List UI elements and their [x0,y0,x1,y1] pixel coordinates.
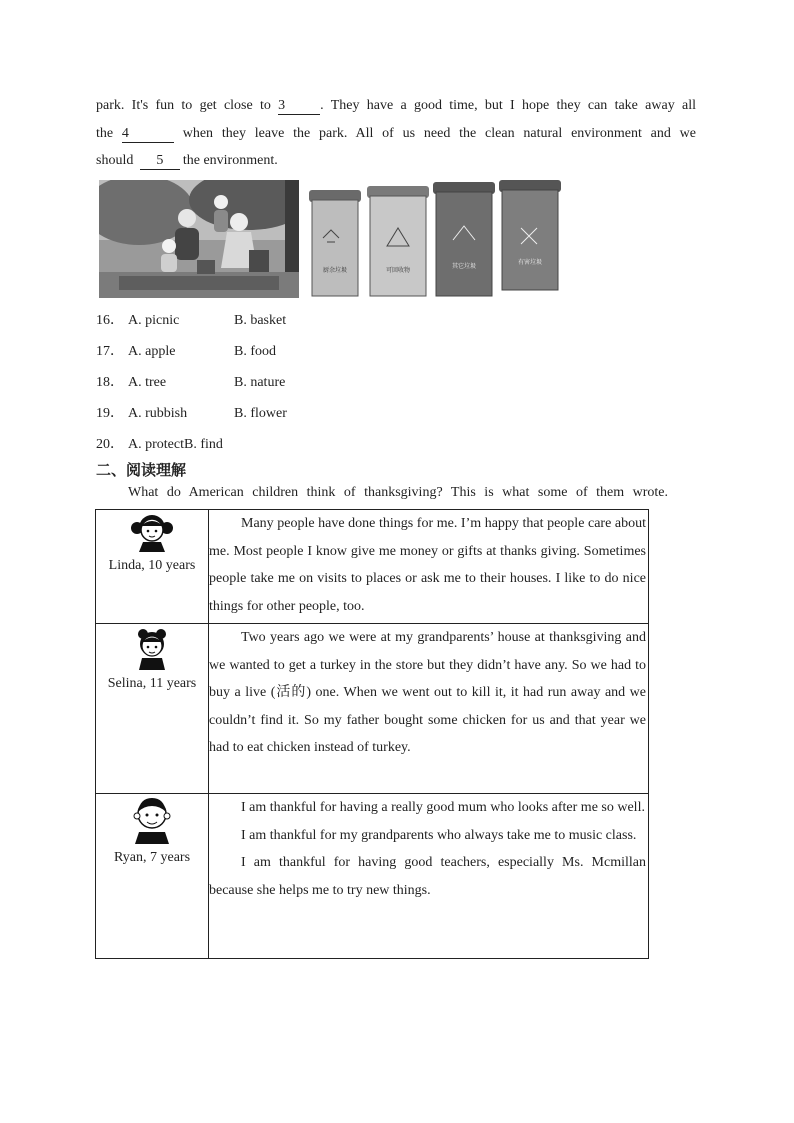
option-b: B. flower [234,406,287,421]
passage-line-3: should 5 the environment. [96,153,278,168]
svg-text:其它垃圾: 其它垃圾 [451,264,477,270]
option-b: B. nature [234,375,286,390]
question-17: 17． A. apple B. food [96,342,276,362]
question-19: 19． A. rubbish B. flower [96,404,287,424]
girl-avatar-icon [127,624,177,670]
illustrations [99,180,569,300]
bin-recyclable [367,186,429,296]
bin-hazardous-waste [499,180,561,290]
option-a: A. picnic [128,313,180,328]
child-name: Ryan, 7 years [113,850,191,865]
svg-text:可回收物: 可回收物 [385,268,411,274]
entry-text: I am thankful for having a really good mum who looks after me so well. I am thankful for my grandparents who always take me to music class. I am thankful for having good teachers, especially Ms. Mcmillan because she helps me to try new things. [209,794,649,959]
answer-blank-4: 4 [122,126,174,143]
table-row [96,794,649,959]
option-a: A. protectB. find [128,437,223,452]
option-b: B. basket [234,313,287,328]
passage-line-1: park. It's fun to get close to 3 . They have a good time, but I hope they can take away all [96,98,696,113]
section-title: 二、阅读理解 [96,461,187,479]
family-picnic-photo [99,180,299,298]
option-a: A. apple [128,344,176,359]
child-cell [96,624,209,794]
option-a: A. rubbish [128,406,188,421]
option-a: A. tree [128,375,167,390]
svg-text:厨余垃圾: 厨余垃圾 [322,268,348,274]
svg-text:有害垃圾: 有害垃圾 [517,260,543,266]
child-cell [96,794,209,959]
option-b: B. food [234,344,276,359]
intro-text: What do American children think of thanksgiving? This is what some of them wrote. [128,485,668,500]
bin-kitchen-waste [309,190,361,296]
answer-blank-5: 5 [140,153,180,170]
entry-text: Many people have done things for me. I’m happy that people care about me. Most people I know give me money or gifts at thanks giving. Sometimes people take me on visits to places or ask me to their houses. I like to do nice things for other people, too. [209,510,649,624]
question-18: 18． A. tree B. nature [96,373,285,393]
table-row [96,510,649,624]
recycling-bins-image [307,180,562,298]
girl-avatar-icon [127,510,177,552]
table-row [96,624,649,794]
entry-text: Two years ago we were at my grandparents’ house at thanksgiving and we wanted to get a turkey in the store but they didn’t have any. So we had to buy a live (活的) one. When we went out to kill it, it had run away and we couldn’t find it. So my father bought some chicken for us and that year we had to eat chicken instead of turkey. [209,624,649,794]
boy-avatar-icon [127,794,177,844]
testimonials-table [95,509,649,959]
child-cell [96,510,209,624]
answer-blank-3: 3 [278,98,320,115]
passage-line-2: the 4 when they leave the park. All of us need the clean natural environment and we [96,126,696,141]
child-name: Linda, 10 years [108,558,196,573]
question-16: 16． A. picnic B. basket [96,311,286,331]
child-name: Selina, 11 years [107,676,197,691]
question-20: 20． A. protectB. find [96,437,223,452]
bin-other-waste [433,182,495,296]
